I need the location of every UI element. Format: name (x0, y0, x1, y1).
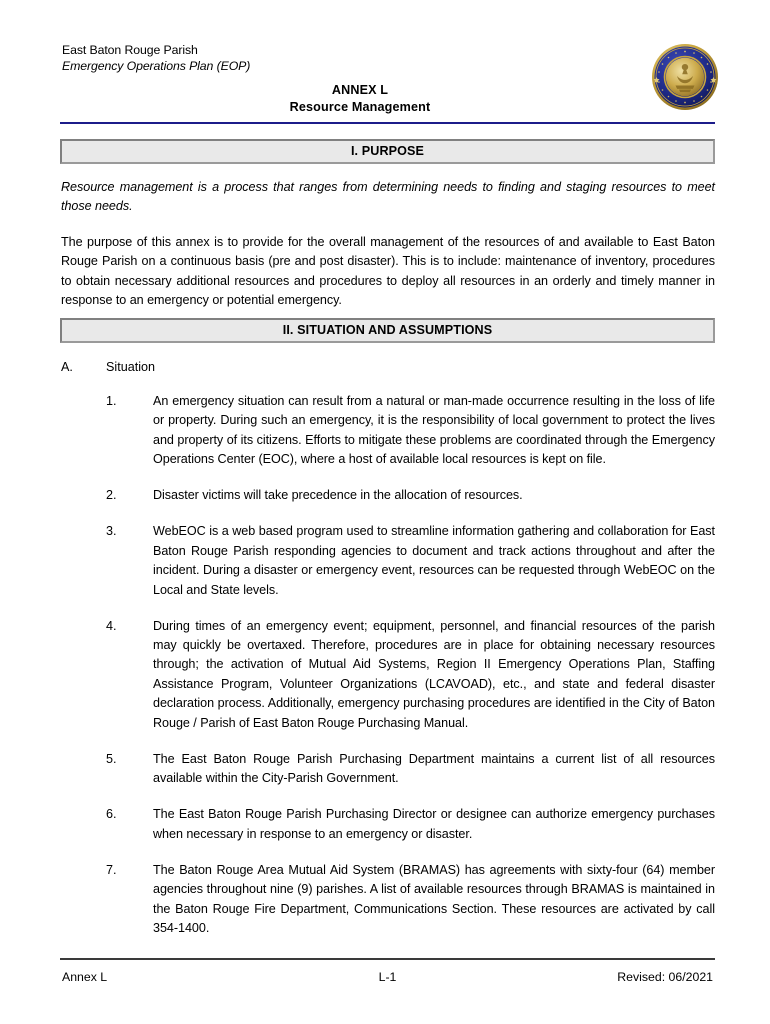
footer-revision-date: Revised: 06/2021 (617, 970, 713, 984)
header-divider-rule (60, 122, 715, 124)
purpose-intro-paragraph: Resource management is a process that ranges from determining needs to finding and staging resources to meet those needs. (61, 180, 715, 214)
list-item-text: An emergency situation can result from a natural or man-made occurrence resulting in the loss of life or property. During such an emergency, it is the responsibility of local government to protect the lives and property of its citizens. Efforts to mitigate these problems are coordinated through the Emergency Operations Center (EOC), where a host of available local resources is kept on file. (153, 394, 715, 467)
footer-page-number: L-1 (378, 970, 397, 984)
list-item-number: 2. (106, 488, 117, 503)
list-item-text: The East Baton Rouge Parish Purchasing Department maintains a current list of all resources available within the City-Parish Government. (153, 751, 715, 786)
page-footer (60, 970, 715, 990)
list-item-number: 4. (106, 618, 117, 633)
situation-subsection-a (61, 358, 715, 377)
footer-divider-rule (60, 958, 715, 960)
annex-label: ANNEX L (331, 83, 389, 97)
list-item (106, 617, 715, 734)
city-parish-seal-icon (649, 42, 721, 114)
list-item (106, 522, 715, 600)
organization-name: East Baton Rouge Parish (62, 43, 198, 57)
list-item-text: The East Baton Rouge Parish Purchasing Director or designee can authorize emergency purchases when necessary in response to an emergency or disaster. (153, 807, 715, 841)
list-item (106, 861, 715, 939)
list-item-number: 5. (106, 751, 117, 766)
list-item-number: 3. (106, 524, 117, 539)
list-item (106, 392, 715, 470)
subsection-marker: A. (61, 360, 73, 374)
document-title-block (60, 82, 660, 116)
footer-annex-label: Annex L (62, 970, 108, 984)
section-heading-situation: II. SITUATION AND ASSUMPTIONS (60, 318, 715, 343)
list-item-text: The Baton Rouge Area Mutual Aid System (BRAMAS) has agreements with sixty-four (64) member agencies throughout nine (9) parishes. A list of available resources through BRAMAS is maintained in the Baton Rouge Fire Department, Communications Section. These resources are activated by call 354-1400. (153, 862, 715, 935)
plan-name: Emergency Operations Plan (EOP) (62, 59, 251, 74)
list-item-text: During times of an emergency event; equipment, personnel, and financial resources of the parish may quickly be overtaxed. Therefore, procedures are in place for obtaining necessary resources through; the activation of Mutual Aid Systems, Region II Emergency Operations Plan, Staffing Assistance Program, Volunteer Organizations (LCAVOAD), etc., and state and federal disaster declaration process. Additionally, emergency purchasing procedures are identified in the City of Baton Rouge / Parish of East Baton Rouge Purchasing Manual. (153, 618, 715, 730)
purpose-body-paragraph: The purpose of this annex is to provide for the overall management of the resources of and available to East Baton Rouge Parish on a continuous basis (pre and post disaster). This is to include: maintenance of inventory, procedures to obtain necessary additional resources and procedures to deploy all resources in an orderly and timely manner in response to an emergency or potential emergency. (61, 235, 715, 308)
list-item-number: 7. (106, 862, 117, 877)
page-header (60, 40, 715, 118)
list-item (106, 750, 715, 789)
list-item (106, 486, 715, 505)
subsection-label: Situation (106, 360, 156, 374)
annex-title: Resource Management (289, 99, 431, 114)
list-item-text: Disaster victims will take precedence in the allocation of resources. (153, 488, 523, 503)
section-heading-purpose: I. PURPOSE (60, 139, 715, 164)
list-item-text: WebEOC is a web based program used to streamline information gathering and collaboration for East Baton Rouge Parish responding agencies to document and track actions throughout and after the incident. During a disaster or emergency event, resources can be requested through WebEOC on the Local and State levels. (153, 524, 715, 597)
situation-numbered-list (106, 392, 715, 938)
list-item-number: 6. (106, 807, 117, 822)
organization-block (62, 42, 250, 74)
list-item (106, 805, 715, 844)
list-item-number: 1. (106, 394, 117, 408)
